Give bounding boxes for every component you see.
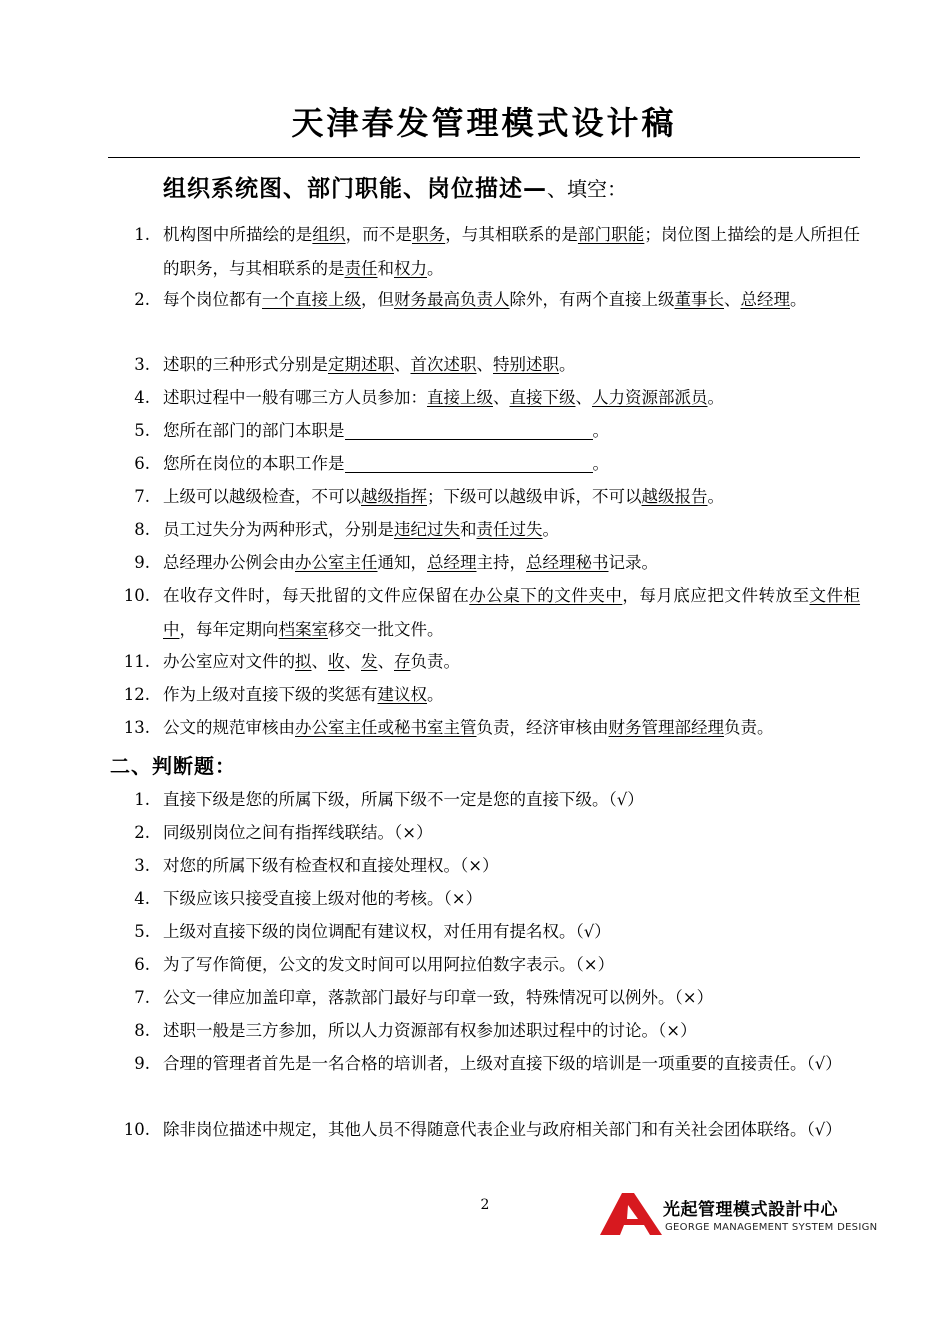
question-text: 。	[542, 520, 559, 539]
item-text	[163, 579, 860, 647]
answer-text: 人力资源部派员	[592, 388, 708, 407]
item-text	[163, 218, 860, 286]
item-text	[163, 546, 860, 580]
answer-text: 总经理	[427, 553, 477, 572]
answer-text: 部门职能	[577, 225, 645, 244]
question-text: ，每月底应把文件转放至	[622, 586, 810, 605]
item-number: 5.	[134, 922, 150, 941]
item-number: 13.	[123, 718, 150, 737]
page-number: 2	[480, 1197, 490, 1213]
item-text	[163, 480, 860, 514]
item-text	[163, 381, 860, 415]
section1-heading	[163, 170, 627, 203]
question-text: 。	[592, 454, 609, 473]
answer-text: 办公桌下的文件夹中	[469, 586, 623, 605]
answer-text: 组织	[312, 225, 346, 244]
question-text: 。	[427, 259, 444, 278]
answer-text: 直接上级	[427, 388, 493, 407]
question-text: 、	[344, 652, 361, 671]
question-text: 和	[460, 520, 477, 539]
item-number: 4.	[134, 388, 150, 407]
answer-blank	[345, 452, 593, 473]
question-text: 。	[790, 290, 807, 309]
item-number: 6.	[134, 454, 150, 473]
question-text: 、	[394, 355, 411, 374]
title-divider	[108, 157, 860, 158]
document-title: 天津春发管理模式设计稿	[291, 104, 677, 142]
item-number: 10.	[123, 586, 150, 605]
answer-blank	[345, 419, 593, 440]
item-text: 除非岗位描述中规定，其他人员不得随意代表企业与政府相关部门和有关社会团体联络。（√）	[163, 1120, 842, 1139]
answer-text: 存	[394, 652, 411, 671]
answer-text: 财务最高负责人	[394, 290, 510, 309]
item-number: 7.	[134, 487, 150, 506]
item-text: 下级应该只接受直接上级对他的考核。（×）	[163, 889, 483, 908]
answer-text: 越级指挥	[361, 487, 427, 506]
question-text: 通知，	[377, 553, 427, 572]
item-number: 4.	[134, 889, 150, 908]
item-text: 同级别岗位之间有指挥线联结。（×）	[163, 823, 433, 842]
answer-text: 职务	[411, 225, 446, 244]
question-text: 、	[377, 652, 394, 671]
question-text: 公文的规范审核由	[163, 718, 295, 737]
item-number: 5.	[134, 421, 150, 440]
answer-text: 责任过失	[476, 520, 543, 539]
answer-text: 一个直接上级	[262, 290, 361, 309]
item-text	[163, 447, 860, 481]
question-text: 除外，有两个直接上级	[509, 290, 675, 309]
answer-text: 直接下级	[509, 388, 576, 407]
item-text	[163, 513, 860, 547]
question-text: 述职过程中一般有哪三方人员参加：	[163, 388, 427, 407]
question-text: 。	[427, 685, 444, 704]
answer-text: 建议权	[377, 685, 427, 704]
logo-english-text: GEORGE MANAGEMENT SYSTEM DESIGN	[665, 1222, 878, 1233]
section1-title: 组织系统图、部门职能、岗位描述—	[163, 176, 547, 202]
question-text: ，但	[361, 290, 394, 309]
question-text: 。	[559, 355, 576, 374]
answer-text: 收	[328, 652, 345, 671]
question-text: 每个岗位都有	[163, 290, 262, 309]
item-number: 7.	[134, 988, 150, 1007]
item-number: 8.	[134, 520, 150, 539]
question-text: 、	[311, 652, 328, 671]
item-text: 对您的所属下级有检查权和直接处理权。（×）	[163, 856, 499, 875]
item-text	[163, 678, 860, 712]
answer-text: 总经理	[740, 290, 790, 309]
item-number: 3.	[134, 355, 150, 374]
item-number: 12.	[123, 685, 150, 704]
item-number: 3.	[134, 856, 150, 875]
item-text	[163, 645, 860, 679]
item-number: 10.	[123, 1120, 150, 1139]
item-text: 为了写作简便，公文的发文时间可以用阿拉伯数字表示。（×）	[163, 955, 615, 974]
question-text: 记录。	[608, 553, 658, 572]
question-text: 员工过失分为两种形式，分别是	[163, 520, 394, 539]
answer-text: 拟	[295, 652, 312, 671]
item-number: 11.	[123, 652, 150, 671]
question-text: 负责，经济审核由	[476, 718, 609, 737]
answer-text: 总经理秘书	[526, 553, 609, 572]
answer-text: 办公室主任	[295, 553, 378, 572]
item-number: 2.	[134, 290, 150, 309]
question-text: 述职的三种形式分别是	[163, 355, 328, 374]
answer-text: 董事长	[674, 290, 724, 309]
question-text: 机构图中所描绘的是	[163, 225, 313, 244]
section1-title-suffix: 、填空：	[547, 177, 627, 201]
item-number: 1.	[134, 225, 150, 244]
section2-heading: 二、判断题：	[110, 754, 236, 778]
answer-text: 权力	[394, 259, 427, 278]
answer-text: 发	[361, 652, 378, 671]
logo-chinese-text: 光起管理模式設計中心	[663, 1200, 838, 1220]
question-text: 、	[575, 388, 592, 407]
logo-mark-icon	[600, 1193, 662, 1235]
answer-text: 责任	[344, 259, 378, 278]
question-text: 负责。	[724, 718, 774, 737]
question-text: ；岗位图上描绘的是人所担任的职务，与其相联系的是	[163, 225, 861, 278]
question-text: 和	[377, 259, 394, 278]
question-text: 作为上级对直接下级的奖惩有	[163, 685, 378, 704]
answer-text: 首次述职	[410, 355, 477, 374]
question-text: ，与其相联系的是	[445, 225, 578, 244]
item-text	[163, 711, 860, 745]
question-text: 、	[476, 355, 493, 374]
question-text: ，每年定期向	[179, 620, 279, 639]
item-number: 8.	[134, 1021, 150, 1040]
question-text: 。	[707, 388, 724, 407]
question-text: 办公室应对文件的	[163, 652, 295, 671]
question-text: 负责。	[410, 652, 460, 671]
question-text: 主持，	[476, 553, 526, 572]
item-text	[163, 414, 860, 448]
item-number: 6.	[134, 955, 150, 974]
question-text: 。	[707, 487, 724, 506]
answer-text: 档案室	[278, 620, 328, 639]
question-text: 移交一批文件。	[328, 620, 444, 639]
item-number: 9.	[134, 553, 150, 572]
item-number: 2.	[134, 823, 150, 842]
question-text: ；下级可以越级申诉，不可以	[427, 487, 642, 506]
answer-text: 办公室主任或秘书室主管	[295, 718, 477, 737]
question-text: 、	[493, 388, 510, 407]
item-text: 合理的管理者首先是一名合格的培训者，上级对直接下级的培训是一项重要的直接责任。（√）	[163, 1054, 842, 1073]
question-text: 。	[592, 421, 609, 440]
item-text: 公文一律应加盖印章，落款部门最好与印章一致，特殊情况可以例外。（×）	[163, 988, 714, 1007]
question-text: ，而不是	[345, 225, 412, 244]
question-text: 您所在岗位的本职工作是	[163, 454, 345, 473]
question-text: 上级可以越级检查，不可以	[163, 487, 361, 506]
item-number: 9.	[134, 1054, 150, 1073]
question-text: 、	[724, 290, 741, 309]
answer-text: 文件柜中	[163, 586, 861, 639]
item-text	[163, 348, 860, 382]
question-text: 在收存文件时，每天批留的文件应保留在	[163, 586, 470, 605]
answer-text: 越级报告	[641, 487, 708, 506]
item-text: 上级对直接下级的岗位调配有建议权，对任用有提名权。（√）	[163, 922, 611, 941]
question-text: 您所在部门的部门本职是	[163, 421, 345, 440]
answer-text: 违纪过失	[394, 520, 460, 539]
item-text: 述职一般是三方参加，所以人力资源部有权参加述职过程中的讨论。（×）	[163, 1021, 697, 1040]
question-text: 总经理办公例会由	[163, 553, 295, 572]
answer-text: 定期述职	[328, 355, 394, 374]
item-number: 1.	[134, 790, 150, 809]
item-text: 直接下级是您的所属下级，所属下级不一定是您的直接下级。（√）	[163, 790, 644, 809]
answer-text: 财务管理部经理	[608, 718, 724, 737]
item-text	[163, 283, 860, 317]
answer-text: 特别述职	[493, 355, 559, 374]
